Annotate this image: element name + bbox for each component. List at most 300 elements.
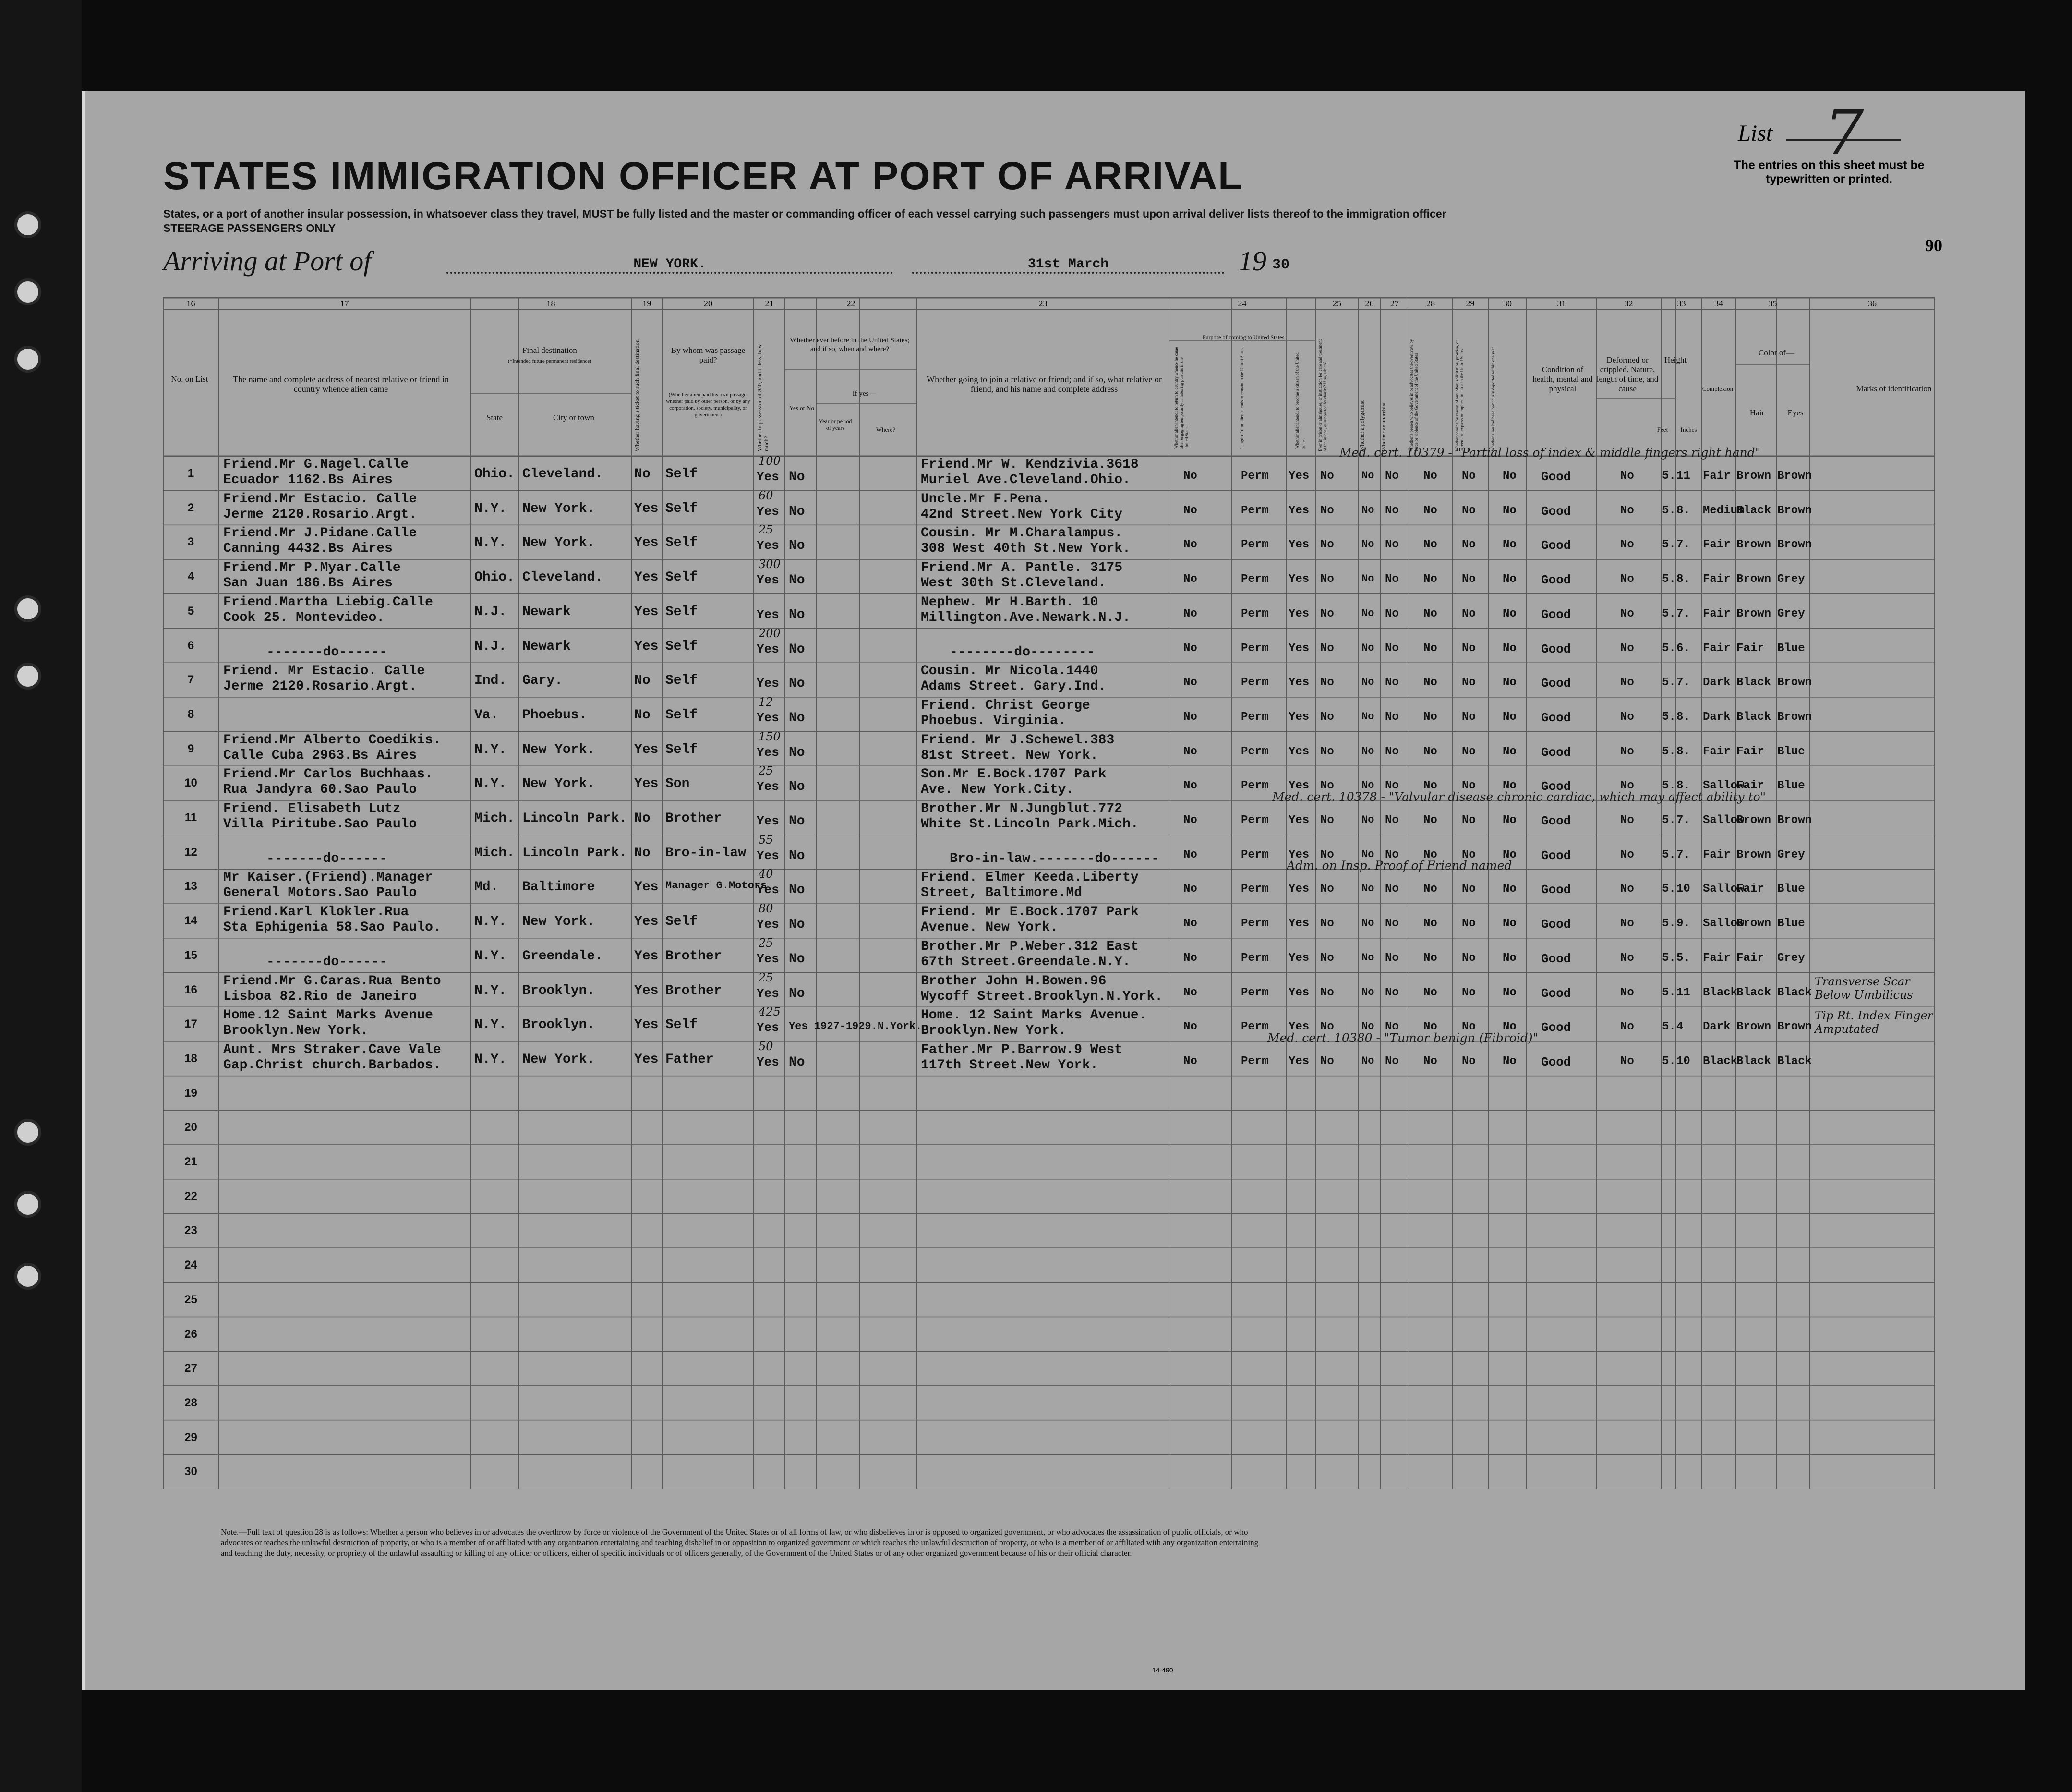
col-yesno-header: Yes or No [789, 404, 815, 412]
deformed-answer: No [1620, 1054, 1634, 1068]
year-suffix: 30 [1272, 257, 1290, 273]
before-in-us: No [789, 676, 805, 691]
destination-city: Greendale. [522, 948, 603, 964]
ticket-answer: No [634, 467, 651, 482]
purpose-citizen: Yes [1289, 470, 1310, 483]
hair-color: Brown [1736, 573, 1771, 586]
complexion: Sallow [1703, 814, 1745, 827]
q29-answer: No [1462, 676, 1476, 690]
health-answer: Good [1541, 917, 1571, 932]
hair-color: Fair [1736, 642, 1764, 655]
deformed-answer: No [1620, 538, 1634, 552]
deformed-answer: No [1620, 745, 1634, 758]
row-number: 29 [184, 1430, 197, 1444]
q30-answer: No [1503, 607, 1517, 620]
q28-answer: No [1423, 504, 1437, 517]
destination-city: Phoebus. [522, 707, 587, 723]
column-number: 21 [765, 299, 774, 308]
q28-answer: No [1423, 848, 1437, 861]
eye-color: Grey [1777, 848, 1805, 861]
row-number: 15 [184, 948, 197, 962]
arriving-label: Arriving at Port of [163, 245, 372, 277]
passage-paid-by: Manager G.Motors [665, 880, 767, 892]
hair-color: Black [1736, 710, 1771, 724]
row-number: 16 [184, 983, 197, 996]
col-health-header: Condition of health, mental and physical [1532, 365, 1593, 393]
col-passage-header: By whom was passage paid? [671, 346, 746, 364]
polygamist-answer: No [1361, 470, 1374, 482]
col-anarchist-header: Whether an anarchist [1380, 402, 1387, 451]
column-number: 28 [1426, 299, 1435, 308]
q30-answer: No [1503, 1020, 1517, 1034]
money-answer: Yes [757, 986, 779, 1001]
polygamist-answer: No [1361, 779, 1374, 792]
relative-abroad-line2: Jerme 2120.Rosario.Argt. [223, 679, 417, 694]
page-title: STATES IMMIGRATION OFFICER AT PORT OF ARRIVAL [163, 154, 1243, 198]
column-number: 18 [546, 299, 555, 308]
list-label: List [1738, 121, 1773, 146]
polygamist-answer: No [1361, 1020, 1374, 1033]
q28-answer: No [1423, 538, 1437, 552]
deformed-answer: No [1620, 986, 1634, 999]
relative-abroad-line1: Friend.Mr Estacio. Calle [223, 491, 417, 507]
before-in-us: No [789, 779, 805, 795]
money-amount: 25 [759, 764, 773, 778]
height-inches: 9. [1676, 917, 1690, 931]
purpose-temp: No [1183, 883, 1197, 896]
deformed-answer: No [1620, 1020, 1634, 1034]
relative-abroad-line2: Jerme 2120.Rosario.Argt. [223, 507, 417, 522]
health-answer: Good [1541, 814, 1571, 828]
polygamist-answer: No [1361, 814, 1374, 826]
col-purpose-header: Purpose of coming to United States [1202, 334, 1285, 340]
destination-city: New York. [522, 1052, 595, 1067]
purpose-temp: No [1183, 951, 1197, 965]
money-amount: 50 [759, 1039, 773, 1053]
row-number: 19 [184, 1086, 197, 1100]
q28-answer: No [1423, 745, 1437, 758]
height-inches: 4 [1676, 1020, 1684, 1034]
relative-abroad-line2: San Juan 186.Bs Aires [223, 576, 393, 591]
col-deformed-header: Deformed or crippled. Nature, length of time, and cause [1596, 355, 1659, 393]
ticket-answer: Yes [634, 501, 659, 516]
deformed-answer: No [1620, 676, 1634, 690]
height-inches: 8. [1676, 573, 1690, 586]
joining-line1: Friend. Mr J.Schewel.383 [921, 732, 1115, 748]
height-feet: 5. [1662, 642, 1676, 655]
anarchist-answer: No [1385, 745, 1399, 758]
ticket-answer: Yes [634, 639, 659, 654]
q30-answer: No [1503, 710, 1517, 724]
prison-answer: No [1320, 917, 1334, 931]
form-code: 14-490 [1152, 1666, 1173, 1674]
height-feet: 5. [1662, 848, 1676, 861]
height-inches: 7. [1676, 676, 1690, 690]
ticket-answer: Yes [634, 983, 659, 998]
relative-abroad-line1: Friend.Mr J.Pidane.Calle [223, 526, 417, 541]
q28-answer: No [1423, 917, 1437, 931]
purpose-citizen: Yes [1289, 883, 1310, 896]
col-destination-header: Final destination [522, 346, 577, 355]
purpose-length: Perm [1241, 848, 1269, 861]
passage-paid-by: Brother [665, 983, 722, 998]
destination-state: N.Y. [474, 1052, 507, 1067]
ticket-answer: Yes [634, 880, 659, 895]
col-joining-header: Whether going to join a relative or friend; and if so, what relative or friend, and his name and complete address [927, 375, 1162, 394]
destination-state: Va. [474, 707, 499, 723]
money-answer: Yes [757, 470, 779, 484]
eye-color: Brown [1777, 470, 1812, 483]
col-purpose-temp-header: Whether alien intends to return to country whence he came after engaging temporarily in laboring pursuits in the United States [1174, 347, 1189, 449]
purpose-citizen: Yes [1289, 504, 1310, 517]
height-inches: 5. [1676, 951, 1690, 965]
col-complexion-header: Complexion [1702, 385, 1734, 392]
complexion: Dark [1703, 676, 1731, 690]
passage-paid-by: Self [665, 707, 698, 723]
before-in-us: Yes 1927-1929.N.York. [789, 1020, 922, 1033]
height-feet: 5. [1662, 538, 1676, 552]
purpose-temp: No [1183, 917, 1197, 931]
col-eyes-header: Eyes [1787, 408, 1804, 417]
complexion: Dark [1703, 1020, 1731, 1034]
purpose-temp: No [1183, 779, 1197, 793]
polygamist-answer: No [1361, 573, 1374, 585]
height-inches: 8. [1676, 504, 1690, 517]
ticket-answer: No [634, 673, 651, 689]
ticket-answer: No [634, 845, 651, 860]
q28-answer: No [1423, 951, 1437, 965]
relative-abroad-line1: Friend. Elisabeth Lutz [223, 801, 401, 816]
health-answer: Good [1541, 848, 1571, 863]
col-purpose-length-header: Length of time alien intends to remain in the United States [1240, 348, 1244, 449]
purpose-length: Perm [1241, 642, 1269, 655]
column-number: 33 [1677, 299, 1686, 308]
relative-abroad-line1: Friend.Martha Liebig.Calle [223, 594, 433, 610]
passage-paid-by: Self [665, 535, 698, 551]
relative-abroad-line2: Villa Piritube.Sao Paulo [223, 817, 417, 832]
height-feet: 5. [1662, 1020, 1676, 1034]
col-q30-header: Whether alien had been previously deported within one year [1491, 347, 1495, 451]
destination-city: Newark [522, 604, 571, 619]
col-marks-header: Marks of identification [1856, 384, 1932, 393]
q29-answer: No [1462, 1054, 1476, 1068]
height-feet: 5. [1662, 779, 1676, 793]
purpose-length: Perm [1241, 676, 1269, 690]
purpose-length: Perm [1241, 504, 1269, 517]
passage-paid-by: Self [665, 467, 698, 482]
page-number: 90 [1925, 236, 1942, 255]
purpose-citizen: Yes [1289, 779, 1310, 793]
complexion: Sallow [1703, 779, 1745, 793]
ticket-answer: No [634, 707, 651, 723]
q29-answer: No [1462, 848, 1476, 861]
money-answer: Yes [757, 676, 779, 691]
col-height-header: Height [1664, 355, 1687, 364]
col-city-header: City or town [553, 413, 594, 422]
destination-state: N.Y. [474, 776, 507, 792]
money-answer: Yes [757, 745, 779, 760]
q30-answer: No [1503, 883, 1517, 896]
ticket-answer: Yes [634, 570, 659, 585]
destination-city: Lincoln Park. [522, 811, 627, 826]
health-answer: Good [1541, 745, 1571, 760]
joining-line2: 117th Street.New York. [921, 1057, 1098, 1073]
passage-paid-by: Bro-in-law [665, 845, 747, 860]
joining-line2: Avenue. New York. [921, 920, 1058, 935]
polygamist-answer: No [1361, 538, 1374, 551]
purpose-temp: No [1183, 470, 1197, 483]
purpose-length: Perm [1241, 745, 1269, 758]
complexion: Fair [1703, 470, 1731, 483]
anarchist-answer: No [1385, 883, 1399, 896]
height-feet: 5. [1662, 504, 1676, 517]
joining-line1: Brother.Mr P.Weber.312 East [921, 939, 1139, 954]
relative-abroad-line1: Aunt. Mrs Straker.Cave Vale [223, 1042, 441, 1057]
col-ticket-header: Whether having a ticket to such final destination [634, 339, 640, 451]
destination-city: Cleveland. [522, 467, 603, 482]
destination-state: Md. [474, 880, 499, 895]
complexion: Fair [1703, 573, 1731, 586]
health-answer: Good [1541, 607, 1571, 622]
before-in-us: No [789, 504, 805, 519]
ticket-answer: No [634, 811, 651, 826]
anarchist-answer: No [1385, 1054, 1399, 1068]
purpose-length: Perm [1241, 710, 1269, 724]
passage-paid-by: Self [665, 639, 698, 654]
col-inches-header: Inches [1680, 426, 1697, 433]
q30-answer: No [1503, 814, 1517, 827]
joining-line2: Muriel Ave.Cleveland.Ohio. [921, 472, 1131, 487]
q28-answer: No [1423, 779, 1437, 793]
hair-color: Brown [1736, 607, 1771, 620]
q29-answer: No [1462, 745, 1476, 758]
column-number: 35 [1768, 299, 1777, 308]
height-inches: 7. [1676, 607, 1690, 620]
ticket-answer: Yes [634, 535, 659, 551]
anarchist-answer: No [1385, 504, 1399, 517]
money-answer: Yes [757, 504, 779, 519]
purpose-citizen: Yes [1289, 573, 1310, 586]
q28-answer: No [1423, 607, 1437, 620]
relative-abroad-line2: Lisboa 82.Rio de Janeiro [223, 989, 417, 1004]
before-in-us: No [789, 470, 805, 484]
height-inches: 10 [1676, 883, 1690, 896]
eye-color: Grey [1777, 607, 1805, 620]
q29-answer: No [1462, 538, 1476, 552]
height-feet: 5. [1662, 710, 1676, 724]
annotation-row11: Med. cert. 10378 - "Valvular disease chronic cardiac, which may affect ability to" [1272, 790, 1766, 804]
purpose-temp: No [1183, 745, 1197, 758]
anarchist-answer: No [1385, 951, 1399, 965]
money-amount: 150 [759, 729, 781, 743]
ticket-answer: Yes [634, 776, 659, 792]
anarchist-answer: No [1385, 470, 1399, 483]
height-inches: 11 [1676, 470, 1690, 483]
height-feet: 5. [1662, 814, 1676, 827]
q28-answer: No [1423, 710, 1437, 724]
prison-answer: No [1320, 710, 1334, 724]
complexion: Dark [1703, 710, 1731, 724]
hair-color: Brown [1736, 814, 1771, 827]
relative-abroad-line2: Brooklyn.New York. [223, 1023, 369, 1039]
destination-state: N.J. [474, 604, 507, 619]
purpose-length: Perm [1241, 814, 1269, 827]
column-number: 29 [1466, 299, 1475, 308]
height-inches: 8. [1676, 779, 1690, 793]
joining-line2: Ave. New York.City. [921, 782, 1074, 798]
row-number: 13 [184, 880, 197, 893]
purpose-citizen: Yes [1289, 1054, 1310, 1068]
prison-answer: No [1320, 470, 1334, 483]
prison-answer: No [1320, 1054, 1334, 1068]
q29-answer: No [1462, 951, 1476, 965]
prison-answer: No [1320, 745, 1334, 758]
row-number: 2 [187, 501, 194, 514]
purpose-length: Perm [1241, 1020, 1269, 1034]
joining-line2: Adams Street. Gary.Ind. [921, 679, 1107, 694]
hair-color: Brown [1736, 917, 1771, 931]
money-amount: 80 [759, 902, 773, 916]
relative-abroad-line2: -------do------ [266, 954, 388, 969]
purpose-citizen: Yes [1289, 642, 1310, 655]
ticket-answer: Yes [634, 742, 659, 757]
column-number: 26 [1365, 299, 1374, 308]
purpose-citizen: Yes [1289, 814, 1310, 827]
row-number: 12 [184, 845, 197, 859]
joining-line1: Nephew. Mr H.Barth. 10 [921, 594, 1098, 610]
polygamist-answer: No [1361, 1054, 1374, 1067]
prison-answer: No [1320, 676, 1334, 690]
deformed-answer: No [1620, 779, 1634, 793]
before-in-us: No [789, 986, 805, 1001]
relative-abroad-line2: -------do------ [266, 644, 388, 660]
joining-line2: 81st Street. New York. [921, 748, 1098, 763]
relative-abroad-line1: Friend.Karl Klokler.Rua [223, 905, 409, 920]
money-answer: Yes [757, 814, 779, 828]
before-in-us: No [789, 917, 805, 932]
height-inches: 7. [1676, 848, 1690, 861]
polygamist-answer: No [1361, 642, 1374, 654]
money-answer: Yes [757, 848, 779, 863]
complexion: Medium [1703, 504, 1745, 517]
eye-color: Black [1777, 986, 1812, 999]
height-feet: 5. [1662, 917, 1676, 931]
destination-state: N.Y. [474, 948, 507, 964]
deformed-answer: No [1620, 470, 1634, 483]
anarchist-answer: No [1385, 986, 1399, 999]
q28-answer: No [1423, 814, 1437, 827]
purpose-citizen: Yes [1289, 607, 1310, 620]
prison-answer: No [1320, 504, 1334, 517]
purpose-citizen: Yes [1289, 676, 1310, 690]
destination-city: New York. [522, 501, 595, 516]
hair-color: Black [1736, 676, 1771, 690]
col-color-header: Color of— [1758, 348, 1795, 357]
destination-city: Lincoln Park. [522, 845, 627, 860]
row-number: 30 [184, 1465, 197, 1478]
eye-color: Blue [1777, 883, 1805, 896]
before-in-us: No [789, 814, 805, 829]
eye-color: Blue [1777, 745, 1805, 758]
purpose-citizen: Yes [1289, 848, 1310, 861]
purpose-length: Perm [1241, 917, 1269, 931]
joining-line1: Cousin. Mr Nicola.1440 [921, 664, 1098, 679]
q30-answer: No [1503, 848, 1517, 861]
q28-answer: No [1423, 883, 1437, 896]
q30-answer: No [1503, 538, 1517, 552]
anarchist-answer: No [1385, 538, 1399, 552]
annotation-row1: Med. cert. 10379 - "Partial loss of index & middle fingers right hand" [1339, 446, 1761, 460]
column-number: 30 [1503, 299, 1512, 308]
anarchist-answer: No [1385, 607, 1399, 620]
joining-line2: Bro-in-law.-------do------ [950, 851, 1159, 866]
row-number: 20 [184, 1121, 197, 1134]
destination-state: N.J. [474, 639, 507, 654]
complexion: Fair [1703, 607, 1731, 620]
row-number: 9 [187, 742, 194, 755]
eye-color: Blue [1777, 642, 1805, 655]
hair-color: Fair [1736, 883, 1764, 896]
q29-answer: No [1462, 814, 1476, 827]
q29-answer: No [1462, 607, 1476, 620]
hair-color: Brown [1736, 538, 1771, 552]
eye-color: Brown [1777, 1020, 1812, 1034]
eye-color: Grey [1777, 573, 1805, 586]
destination-city: New York. [522, 914, 595, 930]
col-hair-header: Hair [1749, 408, 1765, 417]
anarchist-answer: No [1385, 642, 1399, 655]
joining-line2: 42nd Street.New York City [921, 507, 1123, 522]
q30-answer: No [1503, 745, 1517, 758]
health-answer: Good [1541, 538, 1571, 553]
eye-color: Brown [1777, 710, 1812, 724]
col-where-header: Where? [876, 426, 896, 433]
passage-paid-by: Self [665, 1017, 698, 1033]
annotation-row18: Med. cert. 10380 - "Tumor benign (Fibroid)" [1267, 1030, 1539, 1045]
column-number: 32 [1624, 299, 1633, 308]
row-number: 14 [184, 914, 197, 928]
relative-abroad-line1: Home.12 Saint Marks Avenue [223, 1008, 433, 1023]
purpose-citizen: Yes [1289, 745, 1310, 758]
polygamist-answer: No [1361, 676, 1374, 689]
money-answer: Yes [757, 917, 779, 932]
col-ifyes-header: If yes— [852, 390, 876, 398]
purpose-temp: No [1183, 538, 1197, 552]
prison-answer: No [1320, 538, 1334, 552]
health-answer: Good [1541, 951, 1571, 966]
row-number: 17 [184, 1017, 197, 1031]
column-number: 20 [704, 299, 712, 308]
ticket-answer: Yes [634, 1017, 659, 1033]
column-number: 34 [1714, 299, 1723, 308]
q28-answer: No [1423, 1054, 1437, 1068]
ticket-answer: Yes [634, 1052, 659, 1067]
prison-answer: No [1320, 1020, 1334, 1034]
relative-abroad-line2: Gap.Christ church.Barbados. [223, 1057, 441, 1073]
row-number: 5 [187, 604, 194, 618]
destination-city: Brooklyn. [522, 1017, 595, 1033]
passage-paid-by: Son [665, 776, 690, 792]
purpose-length: Perm [1241, 607, 1269, 620]
health-answer: Good [1541, 1020, 1571, 1035]
footnote-q28: Note.—Full text of question 28 is as follows: Whether a person who believes in or advocates the overthrow by force or violence of the Government of the United States or of all forms of law, or who disbelieves in or is opposed to organized government, or who advocates the assassination of public officials, or who advocates or teaches the unlawful destruction of property, or who is a member of or affiliated with any organization entertaining and teaching disbelief in or opposition to organized government or which teaches the unlawful destruction of property, or who is a member of or affiliated with any organization entertaining and teaching the duty, necessity, or propriety of the unlawful assaulting or killing of any officer or officers, either of specific individuals or of officers generally, of the Government of the United States or of any other organized government because of his or their official character. [221, 1527, 1259, 1558]
row-number: 22 [184, 1189, 197, 1203]
passage-paid-by: Father [665, 1052, 714, 1067]
deformed-answer: No [1620, 642, 1634, 655]
money-answer: Yes [757, 779, 779, 794]
q29-answer: No [1462, 1020, 1476, 1034]
destination-state: Ohio. [474, 467, 515, 482]
